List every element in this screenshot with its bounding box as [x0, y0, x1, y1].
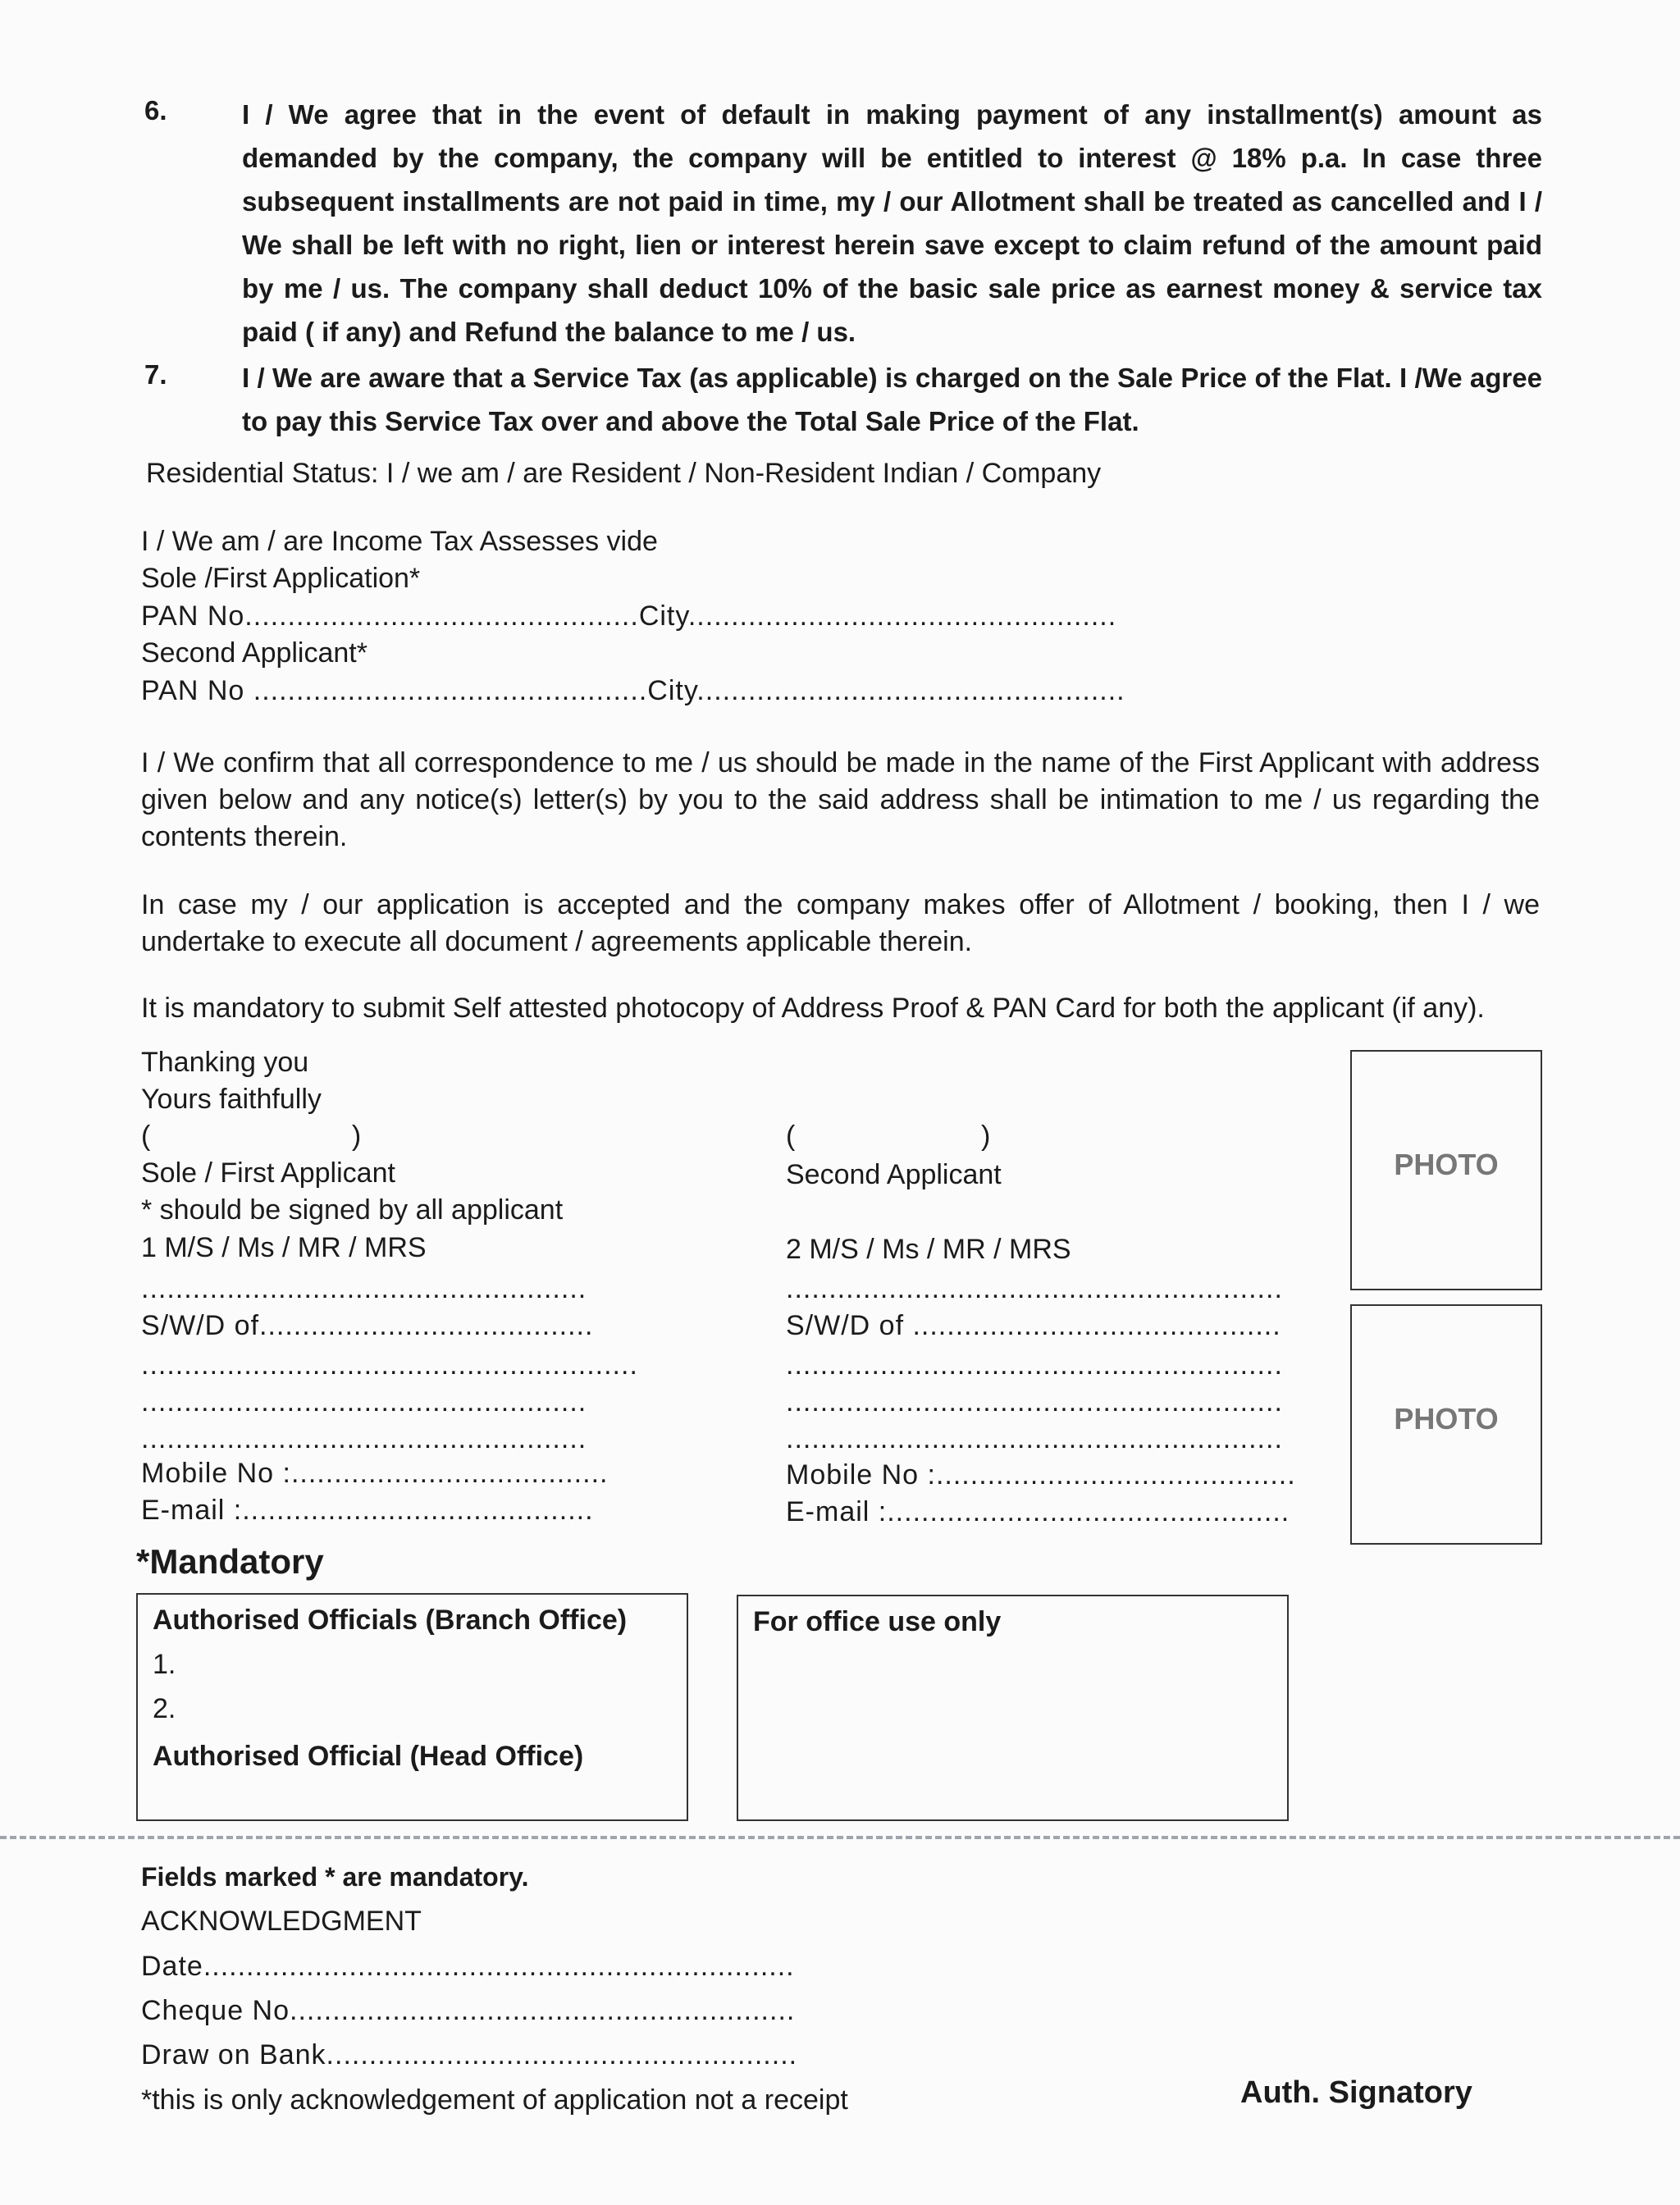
first-applicant-name-field[interactable]: ....................................................: [141, 1273, 587, 1304]
undertaking-paragraph: In case my / our application is accepted and the company makes offer of Allotment / booking, then I / we undertake to execute all document / agreements applicable therein.: [141, 889, 1540, 957]
head-office-official-title: Authorised Official (Head Office): [153, 1741, 584, 1772]
mandatory-documents-note: It is mandatory to submit Self attested photocopy of Address Proof & PAN Card for both the applicant (if any).: [141, 993, 1485, 1024]
first-applicant-email-field[interactable]: E-mail :.........................................: [141, 1495, 594, 1526]
second-applicant-address-line-2[interactable]: ..........................................................: [786, 1386, 1283, 1418]
second-applicant-tax-label: Second Applicant*: [141, 637, 368, 669]
office-use-box: [737, 1595, 1289, 1821]
first-applicant-mobile-field[interactable]: Mobile No :.....................................: [141, 1458, 609, 1489]
photo-box-2[interactable]: [1350, 1304, 1542, 1545]
second-applicant-title: 2 M/S / Ms / MR / MRS: [786, 1234, 1071, 1265]
ack-bank-field[interactable]: Draw on Bank.......................................................: [141, 2039, 798, 2070]
second-applicant-pan-field[interactable]: PAN No ..............................................City..................................................: [141, 675, 1125, 706]
auth-signatory: Auth. Signatory: [1240, 2075, 1472, 2110]
tear-off-line: [0, 1836, 1680, 1839]
second-applicant-label: Second Applicant: [786, 1159, 1002, 1190]
branch-official-1: 1.: [153, 1649, 176, 1680]
photo-label-1: PHOTO: [1394, 1148, 1499, 1181]
correspondence-paragraph: I / We confirm that all correspondence to me / us should be made in the name of the First Applicant with address given below and any notice(s) letter(s) by you to the said address shall be intimation to me / us regarding the contents therein.: [141, 747, 1540, 852]
fields-mandatory-note: Fields marked * are mandatory.: [141, 1862, 529, 1892]
mandatory-heading: *Mandatory: [136, 1542, 324, 1581]
first-applicant-label: Sole / First Applicant: [141, 1157, 395, 1189]
residential-status: Residential Status: I / we am / are Resident / Non-Resident Indian / Company: [146, 458, 1102, 489]
first-applicant-title: 1 M/S / Ms / MR / MRS: [141, 1232, 427, 1263]
second-applicant-email-field[interactable]: E-mail :...............................................: [786, 1496, 1290, 1527]
second-applicant-address-line-1[interactable]: ..........................................................: [786, 1349, 1283, 1381]
authorised-officials-box: [136, 1593, 688, 1821]
branch-officials-title: Authorised Officials (Branch Office): [153, 1605, 628, 1636]
clause-6-text: I / We agree that in the event of default in making payment of any installment(s) amount as demanded by the company, the company will be entitled to interest @ 18% p.a. In case three subsequent installments are not paid in time, my / our Allotment shall be treated as cancelled and I / We shall be left with no right, lien or interest herein save except to claim refund of the amount paid by me / us. The company shall deduct 10% of the basic sale price as earnest money & service tax paid ( if any) and Refund the balance to me / us.: [242, 99, 1542, 347]
acknowledgment-heading: ACKNOWLEDGMENT: [141, 1906, 422, 1937]
branch-official-2: 2.: [153, 1693, 176, 1724]
photo-label-2: PHOTO: [1394, 1402, 1499, 1436]
second-applicant-address-line-3[interactable]: ..........................................................: [786, 1423, 1283, 1454]
tax-intro: I / We am / are Income Tax Assesses vide: [141, 526, 658, 557]
first-applicant-pan-field[interactable]: PAN No..............................................City..................................................: [141, 600, 1117, 632]
office-use-title: For office use only: [753, 1606, 1002, 1637]
signed-by-all-note: * should be signed by all applicant: [141, 1194, 564, 1226]
first-applicant-signature-field[interactable]: ( ): [141, 1121, 362, 1152]
second-applicant-signature-field[interactable]: ( ): [786, 1121, 991, 1152]
clause-7-text: I / We are aware that a Service Tax (as applicable) is charged on the Sale Price of the Flat. I /We agree to pay this Service Tax over and above the Total Sale Price of the Flat.: [242, 363, 1542, 436]
first-applicant-tax-label: Sole /First Application*: [141, 563, 421, 594]
yours-faithfully: Yours faithfully: [141, 1084, 322, 1115]
ack-footnote: *this is only acknowledgement of application not a receipt: [141, 2084, 848, 2116]
ack-date-field[interactable]: Date.....................................................................: [141, 1951, 795, 1982]
first-applicant-swd-field[interactable]: S/W/D of.......................................: [141, 1310, 594, 1341]
second-applicant-mobile-field[interactable]: Mobile No :..........................................: [786, 1459, 1296, 1491]
first-applicant-address-line-2[interactable]: ....................................................: [141, 1386, 587, 1418]
first-applicant-address-line-3[interactable]: ....................................................: [141, 1423, 587, 1454]
second-applicant-swd-field[interactable]: S/W/D of ...........................................: [786, 1310, 1281, 1341]
clause-7-number: 7.: [144, 359, 167, 390]
photo-box-1[interactable]: [1350, 1050, 1542, 1290]
ack-cheque-field[interactable]: Cheque No...........................................................: [141, 1995, 796, 2026]
thanking-you: Thanking you: [141, 1047, 309, 1078]
first-applicant-address-line-1[interactable]: ..........................................................: [141, 1349, 638, 1381]
second-applicant-name-field[interactable]: ..........................................................: [786, 1273, 1283, 1304]
clause-6-number: 6.: [144, 95, 167, 126]
